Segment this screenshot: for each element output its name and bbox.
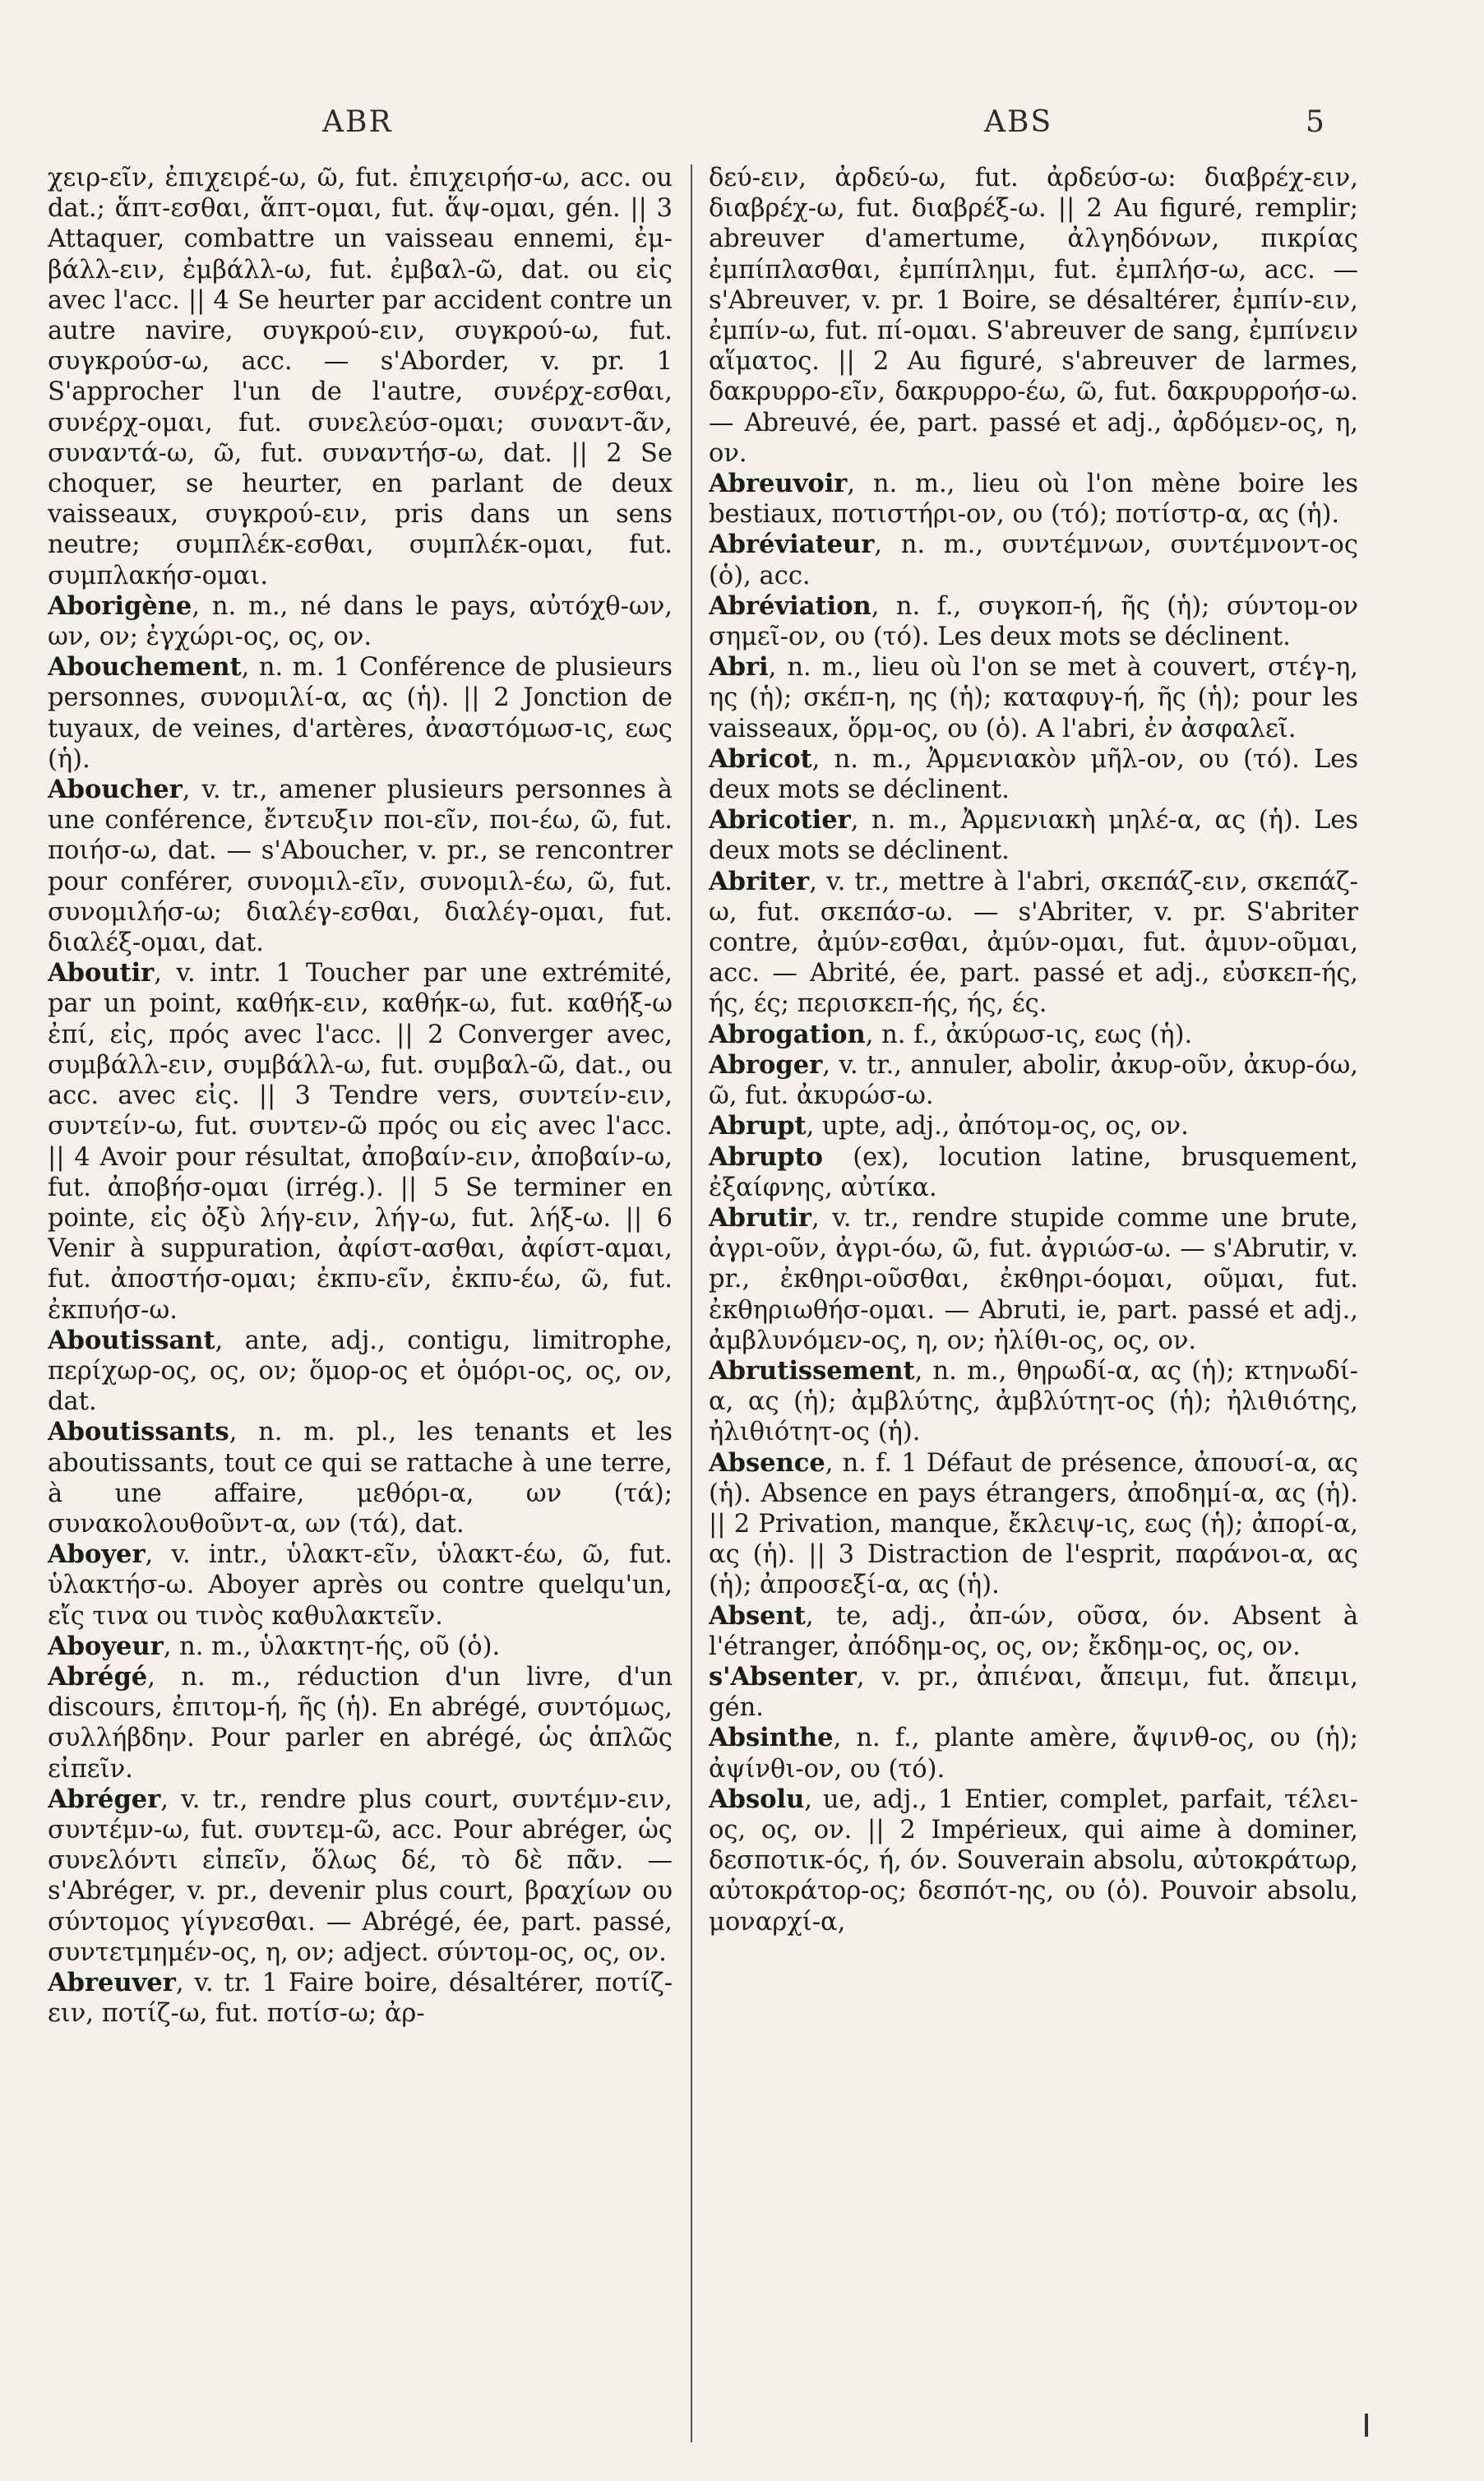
dictionary-entry (709, 805, 1358, 866)
entry-headword: Abrutissement (709, 1355, 915, 1386)
entry-definition: , v. intr. 1 Toucher par une extrémité, par un point, καθήκ-ειν, καθήκ-ω, fut. καθήξ-ω ἐπί, εἰς, πρός avec l'acc. || 2 Converger avec, συμβάλλ-ειν, συμβάλλ-ω, fut. συμβαλ-ῶ, dat., ou acc. avec εἰς. || 3 Tendre vers, συντείν-ειν, συντείν-ω, fut. συντεν-ῶ πρός ou εἰς avec l'acc. || 4 Avoir pour résultat, ἀποβαίν-ειν, ἀποβαίν-ω, fut. ἀποβήσ-ομαι (irrég.). || 5 Se terminer en pointe, εἰς ὀξὺ λήγ-ειν, λήγ-ω, fut. λήξ-ω. || 6 Venir à suppuration, ἀφίστ-ασθαι, ἀφίστ-αμαι, fut. ἀποστήσ-ομαι; ἐκπυ-εῖν, ἐκπυ-έω, ῶ, fut. ἐκπυήσ-ω. (48, 959, 673, 1325)
entry-headword: Aboucher (48, 775, 183, 805)
dictionary-entry (709, 652, 1358, 744)
entry-headword: Abreuvoir (709, 469, 848, 499)
dictionary-entry (48, 591, 673, 652)
entry-definition: , v. tr., rendre stupide comme une brute, ἀγρι-οῦν, ἀγρι-όω, ῶ, fut. ἀγριώσ-ω. — s'Abrutir, v. pr., ἐκθηρι-οῦσθαι, ἐκθηρι-όομαι, οῦμαι, fut. ἐκθηριωθήσ-ομαι. — Abruti, ie, part. passé et adj., ἀμβλυνόμεν-ος, η, ον; ἠλίθι-ος, ος, ον. (709, 1203, 1358, 1355)
entry-definition: , n. m., Ἀρμενιακὴ μηλέ-α, ας (ἡ). Les deux mots se déclinent. (709, 806, 1358, 866)
entry-definition: (ex), locution latine, brusquement, ἐξαίφνης, αὐτίκα. (709, 1142, 1358, 1202)
running-head-right: ABS (984, 105, 1053, 139)
entry-headword: Abroger (709, 1049, 823, 1080)
dictionary-entry (709, 1723, 1358, 1784)
right-column (709, 163, 1358, 2432)
dictionary-entry (709, 1356, 1358, 1448)
dictionary-entry (48, 163, 673, 591)
entry-headword: Aboutissants (48, 1417, 229, 1447)
entry-headword: Absence (709, 1447, 825, 1478)
dictionary-entry (48, 652, 673, 775)
dictionary-entry (709, 1111, 1358, 1141)
entry-definition: , n. m., Ἀρμενιακὸν μῆλ-ον, ου (τό). Les deux mots se déclinent. (709, 744, 1358, 805)
entry-definition: , n. f. 1 Défaut de présence, ἀπουσί-α, ας (ἡ). Absence en pays étrangers, ἀποδημί-α, ας (ἡ). || 2 Privation, manque, ἔκλειψ-ις, εως (ἡ); ἀπορί-α, ας (ἡ). || 3 Distraction de l'esprit, παράνοι-α, ας (ἡ); ἀπροσεξί-α, ας (ἡ). (709, 1448, 1358, 1600)
entry-headword: Abrupt (709, 1111, 807, 1141)
dictionary-entry (709, 591, 1358, 652)
dictionary-entry (709, 469, 1358, 530)
page-mark (1365, 2414, 1368, 2437)
entry-headword: Abrogation (709, 1019, 866, 1049)
entry-definition: , v. tr., rendre plus court, συντέμν-ειν, συντέμν-ω, fut. συντεμ-ῶ, acc. Pour abréger, ὡς συνελόντι εἰπεῖν, ὅλως δέ, τὸ δὲ πᾶν. — s'Abréger, v. pr., devenir plus court, βραχίων ου σύντομος γίγνεσθαι. — Abrégé, ée, part. passé, συντετμημέν-ος, η, ον; adject. σύντομ-ος, ος, ον. (48, 1784, 673, 1967)
entry-headword: Abriter (709, 866, 810, 896)
entry-definition: , v. tr., amener plusieurs personnes à une conférence, ἔντευξιν ποι-εῖν, ποι-έω, ῶ, fut. ποιήσ-ω, dat. — s'Aboucher, v. pr., se rencontrer pour conférer, συνομιλ-εῖν, συνομιλ-έω, ῶ, fut. συνομιλήσ-ω; διαλέγ-εσθαι, διαλέγ-ομαι, fut. διαλέξ-ομαι, dat. (48, 775, 673, 958)
entry-headword: Abri (709, 652, 769, 683)
dictionary-entry (709, 1142, 1358, 1203)
entry-headword: Abrégé (48, 1661, 148, 1692)
left-column (48, 163, 673, 2432)
entry-headword: Aboyeur (48, 1631, 164, 1661)
entry-definition: , upte, adj., ἀπότομ-ος, ος, ον. (806, 1112, 1189, 1141)
column-divider (691, 164, 692, 2442)
entry-headword: s'Absenter (709, 1661, 857, 1692)
entry-headword: Aboyer (48, 1539, 146, 1570)
dictionary-entry (709, 1203, 1358, 1356)
entry-headword: Absinthe (709, 1723, 834, 1753)
entry-definition: , n. m., θηρωδί-α, ας (ἡ); κτηνωδί-α, ας (ἡ); ἀμβλύτης, ἀμβλύτητ-ος (ἡ); ἠλιθιότης, ἠλιθιότητ-ος (ἡ). (709, 1356, 1358, 1447)
dictionary-entry (48, 1968, 673, 2029)
entry-definition: , n. f., plante amère, ἄψινθ-ος, ου (ἡ); ἀψίνθι-ον, ου (τό). (709, 1724, 1358, 1784)
dictionary-entry (709, 744, 1358, 805)
dictionary-entry (48, 1784, 673, 1968)
entry-definition: , v. tr., mettre à l'abri, σκεπάζ-ειν, σκεπάζ-ω, fut. σκεπάσ-ω. — s'Abriter, v. pr. S'abriter contre, ἀμύν-εσθαι, ἀμύν-ομαι, fut. ἀμυν-οῦμαι, acc. — Abrité, ée, part. passé et adj., εὐσκεπ-ής, ής, ές; περισκεπ-ής, ής, ές. (709, 867, 1358, 1019)
dictionary-entry (709, 1662, 1358, 1723)
entry-headword: Abricot (709, 743, 812, 774)
dictionary-entry (48, 1326, 673, 1418)
dictionary-entry (709, 1601, 1358, 1662)
entry-definition: , n. m., ὑλακτητ-ής, οῦ (ὁ). (163, 1632, 501, 1661)
entry-definition: χειρ-εῖν, ἐπιχειρέ-ω, ῶ, fut. ἐπιχειρήσ-ω, acc. ou dat.; ἅπτ-εσθαι, ἅπτ-ομαι, fut. ἅψ-ομαι, gén. || 3 Attaquer, combattre un vaisseau ennemi, ἐμ-βάλλ-ειν, ἐμβάλλ-ω, fut. ἐμβαλ-ῶ, dat. ou εἰς avec l'acc. || 4 Se heurter par accident contre un autre navire, συγκρού-ειν, συγκρού-ω, fut. συγκρούσ-ω, acc. — s'Aborder, v. pr. 1 S'approcher l'un de l'autre, συνέρχ-εσθαι, συνέρχ-ομαι, fut. συνελεύσ-ομαι; συναντ-ᾶν, συναντά-ω, ῶ, fut. συναντήσ-ω, dat. || 2 Se choquer, se heurter, en parlant de deux vaisseaux, συγκρού-ειν, pris dans un sens neutre; συμπλέκ-εσθαι, συμπλέκ-ομαι, fut. συμπλακήσ-ομαι. (48, 164, 673, 590)
entry-definition: , ante, adj., contigu, limitrophe, περίχωρ-ος, ος, ον; ὅμορ-ος et ὁμόρι-ος, ος, ον, dat. (48, 1326, 673, 1417)
entry-definition: , v. pr., ἀπιέναι, ἄπειμι, fut. ἄπειμι, gén. (709, 1662, 1358, 1723)
entry-headword: Abréger (48, 1784, 161, 1814)
entry-headword: Abréviation (709, 590, 871, 621)
entry-definition: , n. m., συντέμνων, συντέμνοντ-ος (ὁ), acc. (709, 530, 1358, 590)
entry-definition: , n. m. 1 Conférence de plusieurs personnes, συνομιλί-α, ας (ἡ). || 2 Jonction de tuyaux, de veines, d'artères, ἀναστόμωσ-ις, εως (ἡ). (48, 653, 673, 774)
entry-definition: , ue, adj., 1 Entier, complet, parfait, τέλει-ος, ος, ον. || 2 Impérieux, qui aime à dominer, δεσποτικ-ός, ή, όν. Souverain absolu, αὐτοκράτωρ, αὐτοκράτορ-ος; δεσπότ-ης, ου (ὁ). Pouvoir absolu, μοναρχί-α, (709, 1784, 1358, 1937)
entry-headword: Abrutir (709, 1202, 811, 1233)
entry-headword: Aborigène (48, 590, 192, 621)
entry-definition: , n. f., ἀκύρωσ-ις, εως (ἡ). (865, 1020, 1193, 1049)
page-number: 5 (1306, 105, 1326, 139)
entry-definition: δεύ-ειν, ἀρδεύ-ω, fut. ἀρδεύσ-ω: διαβρέχ-ειν, διαβρέχ-ω, fut. διαβρέξ-ω. || 2 Au figuré, remplir; abreuver d'amertume, ἀλγηδόνων, πικρίας ἐμπίπλασθαι, ἐμπίπλημι, fut. ἐμπλήσ-ω, acc. — s'Abreuver, v. pr. 1 Boire, se désaltérer, ἐμπίν-ειν, ἐμπίν-ω, fut. πί-ομαι. S'abreuver de sang, ἐμπίνειν αἵματος. || 2 Au figuré, s'abreuver de larmes, δακρυρρο-εῖν, δακρυρρο-έω, ῶ, fut. δακρυρροήσ-ω. — Abreuvé, ée, part. passé et adj., ἀρδόμεν-ος, η, ον. (709, 164, 1358, 468)
dictionary-entry (709, 1448, 1358, 1601)
entry-headword: Abrupto (709, 1141, 823, 1172)
dictionary-entry (48, 1417, 673, 1539)
entry-headword: Abreuver (48, 1967, 176, 1997)
entry-headword: Aboutissant (48, 1325, 215, 1355)
entry-definition: , n. m., lieu où l'on mène boire les bestiaux, ποτιστήρι-ον, ου (τό); ποτίστρ-α, ας (ἡ). (709, 470, 1358, 530)
entry-headword: Abricotier (709, 805, 851, 835)
dictionary-entry (709, 530, 1358, 590)
entry-definition: , v. intr., ὑλακτ-εῖν, ὑλακτ-έω, ῶ, fut. ὑλακτήσ-ω. Aboyer après ou contre quelqu'un, εἴς τινα ou τινὸς καθυλακτεῖν. (48, 1540, 673, 1631)
entry-definition: , n. m., réduction d'un livre, d'un discours, ἐπιτομ-ή, ῆς (ἡ). En abrégé, συντόμως, συλλήβδην. Pour parler en abrégé, ὡς ἁπλῶς εἰπεῖν. (48, 1662, 673, 1784)
entry-definition: , te, adj., ἀπ-ών, οῦσα, όν. Absent à l'étranger, ἀπόδημ-ος, ος, ον; ἔκδημ-ος, ος, ον. (709, 1601, 1358, 1661)
dictionary-entry (709, 1020, 1358, 1050)
entry-headword: Absent (709, 1600, 806, 1631)
dictionary-entry (709, 1050, 1358, 1111)
entry-definition: , n. m., lieu où l'on se met à couvert, στέγ-η, ης (ἡ); σκέπ-η, ης (ἡ); καταφυγ-ή, ῆς (ἡ); pour les vaisseaux, ὅρμ-ος, ου (ὁ). A l'abri, ἐν ἀσφαλεῖ. (709, 653, 1358, 743)
entry-definition: , v. tr., annuler, abolir, ἀκυρ-οῦν, ἀκυρ-όω, ῶ, fut. ἀκυρώσ-ω. (709, 1050, 1358, 1111)
dictionary-entry (48, 775, 673, 958)
dictionary-entry (48, 1632, 673, 1662)
entry-headword: Abouchement (48, 652, 242, 683)
dictionary-entry (709, 1784, 1358, 1937)
dictionary-entry (709, 867, 1358, 1020)
dictionary-entry (48, 1539, 673, 1632)
running-head-left: ABR (322, 105, 393, 139)
entry-definition: , n. f., συγκοπ-ή, ῆς (ἡ); σύντομ-ον σημεῖ-ον, ου (τό). Les deux mots se déclinent. (709, 591, 1358, 652)
entry-definition: , n. m. pl., les tenants et les aboutissants, tout ce qui se rattache à une terre, à une affaire, μεθόρι-α, ων (τά); συνακολουθοῦντ-α, ων (τά), dat. (48, 1418, 673, 1539)
entry-headword: Abréviateur (709, 530, 875, 560)
entry-headword: Absolu (709, 1784, 805, 1814)
entry-definition: , n. m., né dans le pays, αὐτόχθ-ων, ων, ον; ἐγχώρι-ος, ος, ον. (48, 591, 673, 652)
dictionary-entry (48, 1662, 673, 1784)
entry-definition: , v. tr. 1 Faire boire, désaltérer, ποτίζ-ειν, ποτίζ-ω, fut. ποτίσ-ω; ἀρ- (48, 1968, 673, 2029)
dictionary-entry (709, 163, 1358, 469)
entry-headword: Aboutir (48, 958, 155, 988)
dictionary-entry (48, 958, 673, 1325)
